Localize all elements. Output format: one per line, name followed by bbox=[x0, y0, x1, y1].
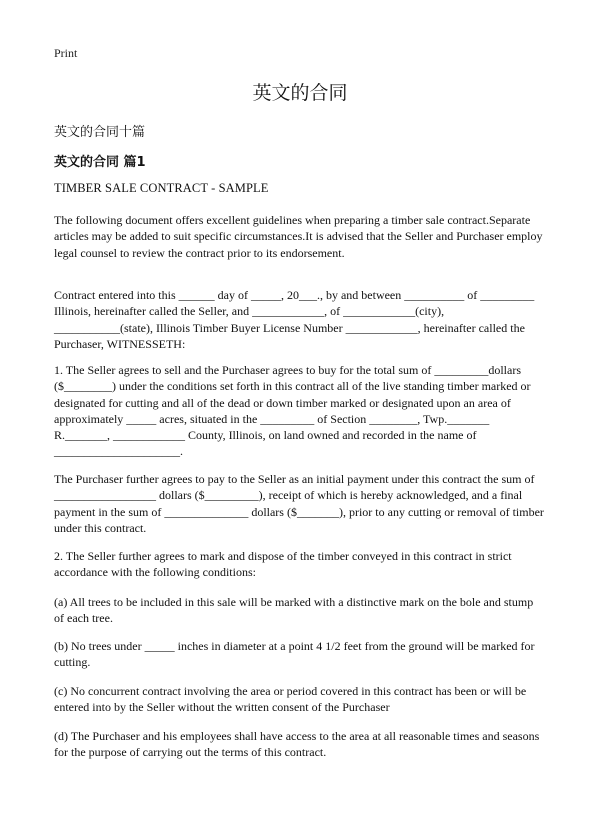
intro-paragraph: The following document offers excellent guidelines when preparing a timber sale contract.Separate articles may be added to suit specific circumstances.It is advised that the Seller and Purchaser employ legal counsel to review the contract prior to its endorsement. bbox=[54, 213, 543, 260]
condition-a-paragraph: (a) All trees to be included in this sale will be marked with a distinctive mark on the bole and stump of each tree. bbox=[54, 595, 534, 626]
clause-2-paragraph: 2. The Seller further agrees to mark and dispose of the timber conveyed in this contract in strict accordance with the following conditions: bbox=[54, 549, 512, 580]
condition-c-paragraph: (c) No concurrent contract involving the area or period covered in this contract has been or will be entered into by the Seller without the written consent of the Purchaser bbox=[54, 684, 527, 715]
condition-d-paragraph: (d) The Purchaser and his employees shall have access to the area at all reasonable times and seasons for the purpose of carrying out the terms of this contract. bbox=[54, 729, 540, 760]
clause-1-paragraph: 1. The Seller agrees to sell and the Purchaser agrees to buy for the total sum of _________dollars ($________) under the conditions set forth in this contract all of the live standing timber marked or designated for cutting and all of the dead or down timber marked or designated upon an area of approximately _____ acres, situated in the _________ of Section ________, Twp._______ R._______, ____________ County, Illinois, on land owned and recorded in the name of _____________________. bbox=[54, 363, 531, 459]
contract-title: TIMBER SALE CONTRACT - SAMPLE bbox=[54, 181, 269, 195]
condition-b-paragraph: (b) No trees under _____ inches in diameter at a point 4 1/2 feet from the ground will be marked for cutting. bbox=[54, 639, 535, 670]
parties-paragraph: Contract entered into this ______ day of _____, 20___., by and between __________ of _________ Illinois, hereinafter called the Seller, and ____________, of ____________(city), ___________(state), Illinois Timber Buyer License Number ____________, hereinafter called the Purchaser, WITNESSETH: bbox=[54, 288, 535, 351]
document-title: 英文的合同 bbox=[252, 82, 348, 104]
print-link[interactable]: Print bbox=[54, 46, 78, 60]
payment-paragraph: The Purchaser further agrees to pay to the Seller as an initial payment under this contract the sum of _________________ dollars ($_________), receipt of which is hereby acknowledged, and a final payment in the sum of ______________ dollars ($_______), prior to any cutting or removal of timber under this contract. bbox=[54, 472, 544, 535]
document-subtitle: 英文的合同十篇 bbox=[54, 125, 146, 140]
section-heading: 英文的合同 篇1 bbox=[54, 155, 146, 170]
